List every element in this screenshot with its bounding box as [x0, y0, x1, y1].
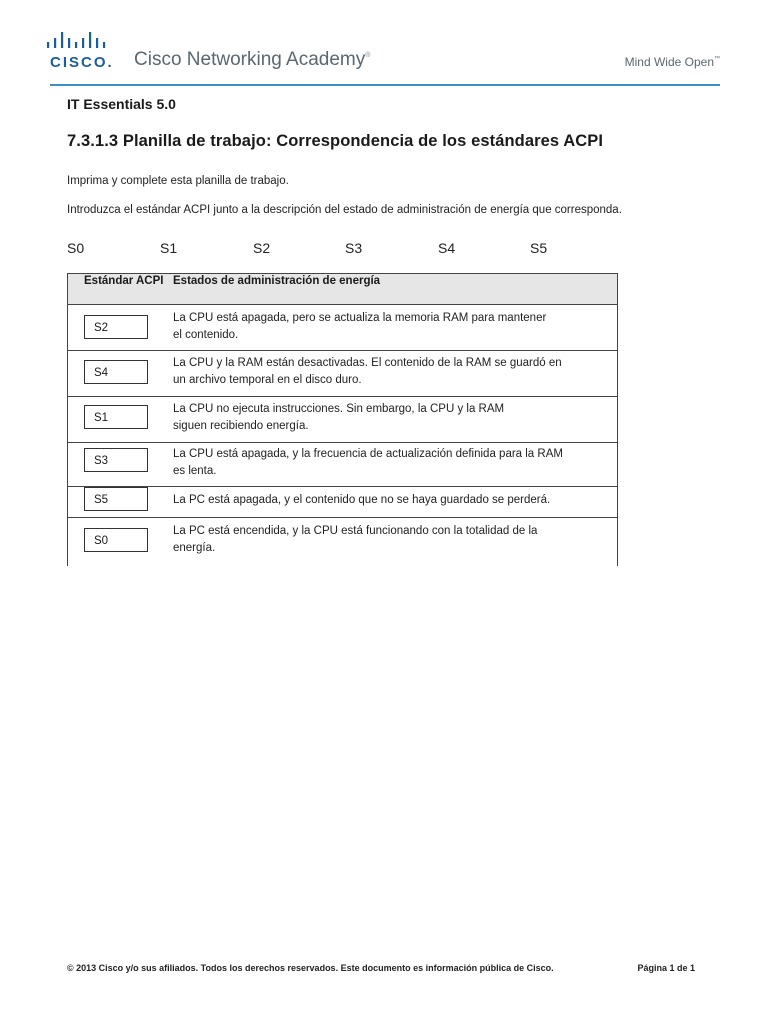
description-line: energía. — [173, 542, 216, 554]
table-row — [68, 351, 617, 397]
page-header — [0, 0, 768, 90]
answer-field[interactable]: S2 — [84, 315, 148, 339]
answer-field[interactable]: S1 — [84, 405, 148, 429]
description-line: La CPU está apagada, y la frecuencia de actualización definida para la RAM — [173, 448, 563, 460]
description-line: La PC está encendida, y la CPU está funcionando con la totalidad de la — [173, 525, 538, 537]
table-row — [68, 487, 617, 518]
tagline — [625, 55, 720, 69]
academy-name-text: Cisco Networking Academy — [134, 49, 366, 70]
row-description — [173, 492, 603, 509]
answer-field[interactable]: S0 — [84, 528, 148, 552]
option-s0: S0 — [67, 240, 85, 256]
option-s5: S5 — [530, 240, 548, 256]
option-s1: S1 — [160, 240, 178, 256]
row-description — [173, 446, 603, 480]
option-s4: S4 — [438, 240, 456, 256]
option-s3: S3 — [345, 240, 363, 256]
trademark-mark: ™ — [714, 56, 720, 62]
document-title: 7.3.1.3 Planilla de trabajo: Correspondencia de los estándares ACPI — [67, 132, 604, 150]
description-line: La CPU no ejecuta instrucciones. Sin embargo, la CPU y la RAM — [173, 403, 505, 415]
table-row — [68, 305, 617, 351]
answer-field[interactable]: S4 — [84, 360, 148, 384]
academy-name — [134, 49, 370, 71]
description-line: La CPU y la RAM están desactivadas. El contenido de la RAM se guardó en — [173, 357, 562, 369]
registered-mark: ® — [365, 52, 371, 59]
table-row — [68, 397, 617, 443]
instruction-enter: Introduzca el estándar ACPI junto a la descripción del estado de administración de energía que corresponda. — [67, 204, 622, 216]
row-description — [173, 401, 603, 435]
description-line: La PC está apagada, y el contenido que no se haya guardado se perderá. — [173, 494, 551, 506]
column-header-description: Estados de administración de energía — [173, 275, 381, 287]
header-divider — [50, 84, 720, 86]
acpi-options-list — [67, 240, 627, 258]
row-description — [173, 523, 603, 557]
description-line: La CPU está apagada, pero se actualiza la memoria RAM para mantener — [173, 312, 547, 324]
footer-copyright: © 2013 Cisco y/o sus afiliados. Todos los derechos reservados. Este documento es información pública de Cisco. — [67, 963, 554, 973]
description-line: es lenta. — [173, 465, 217, 477]
footer-page-number: Página 1 de 1 — [637, 963, 695, 973]
description-line: el contenido. — [173, 329, 239, 341]
row-description — [173, 355, 603, 389]
cisco-wordmark: CISCO. — [50, 54, 114, 71]
answer-field[interactable]: S3 — [84, 448, 148, 472]
table-row — [68, 443, 617, 487]
tagline-text: Mind Wide Open — [624, 55, 714, 69]
instruction-print: Imprima y complete esta planilla de trabajo. — [67, 175, 289, 187]
answer-field[interactable]: S5 — [84, 487, 148, 511]
option-s2: S2 — [253, 240, 271, 256]
description-line: un archivo temporal en el disco duro. — [173, 374, 362, 386]
column-header-standard: Estándar ACPI — [84, 275, 164, 287]
table-row — [68, 518, 617, 566]
acpi-table — [67, 273, 618, 566]
description-line: siguen recibiendo energía. — [173, 420, 309, 432]
table-header — [68, 274, 617, 305]
row-description — [173, 310, 603, 344]
course-title: IT Essentials 5.0 — [67, 96, 176, 112]
